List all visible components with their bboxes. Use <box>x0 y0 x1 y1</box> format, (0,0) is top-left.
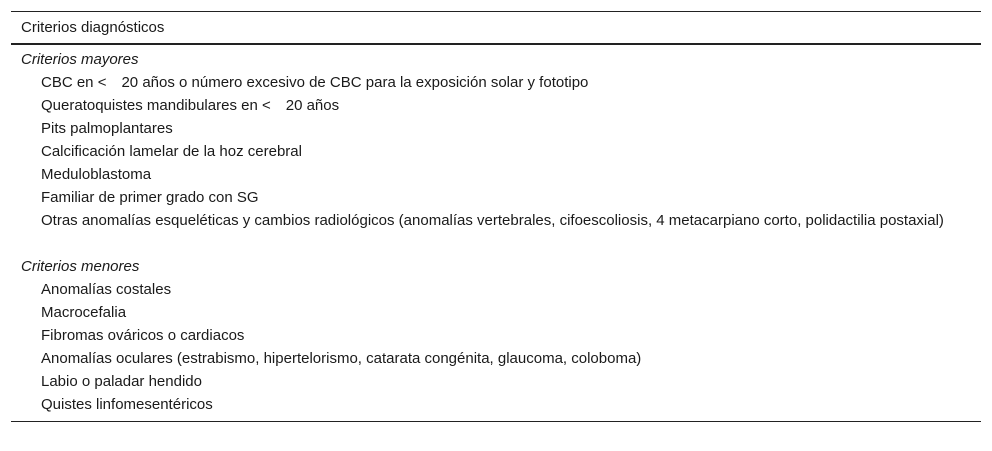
table-header: Criterios diagnósticos <box>21 19 165 36</box>
minor-criterion-item: Fibromas ováricos o cardiacos <box>41 327 245 344</box>
table-body <box>11 45 981 421</box>
major-criterion-item: CBC en < 20 años o número excesivo de CBC para la exposición solar y fototipo <box>41 74 589 91</box>
section-title-minor: Criterios menores <box>21 258 140 275</box>
minor-criterion-item: Labio o paladar hendido <box>41 373 202 390</box>
major-criterion-item: Pits palmoplantares <box>41 120 173 137</box>
section-spacer <box>11 232 981 255</box>
diagnostic-criteria-table <box>11 11 981 422</box>
minor-criterion-item: Anomalías oculares (estrabismo, hipertelorismo, catarata congénita, glaucoma, coloboma) <box>41 350 642 367</box>
section-title-major: Criterios mayores <box>21 51 139 68</box>
minor-criterion-item: Quistes linfomesentéricos <box>41 396 213 413</box>
major-criterion-item: Calcificación lamelar de la hoz cerebral <box>41 143 302 160</box>
major-criterion-item: Meduloblastoma <box>41 166 152 183</box>
major-criterion-item: Familiar de primer grado con SG <box>41 189 259 206</box>
minor-criterion-item: Anomalías costales <box>41 281 172 298</box>
major-criterion-item: Queratoquistes mandibulares en < 20 años <box>41 97 340 114</box>
minor-criterion-item: Macrocefalia <box>41 304 127 321</box>
major-criterion-item: Otras anomalías esqueléticas y cambios radiológicos (anomalías vertebrales, cifoescoliosis, 4 metacarpiano corto, polidactilia postaxial) <box>41 212 944 229</box>
table-bottom-rule <box>11 421 981 422</box>
